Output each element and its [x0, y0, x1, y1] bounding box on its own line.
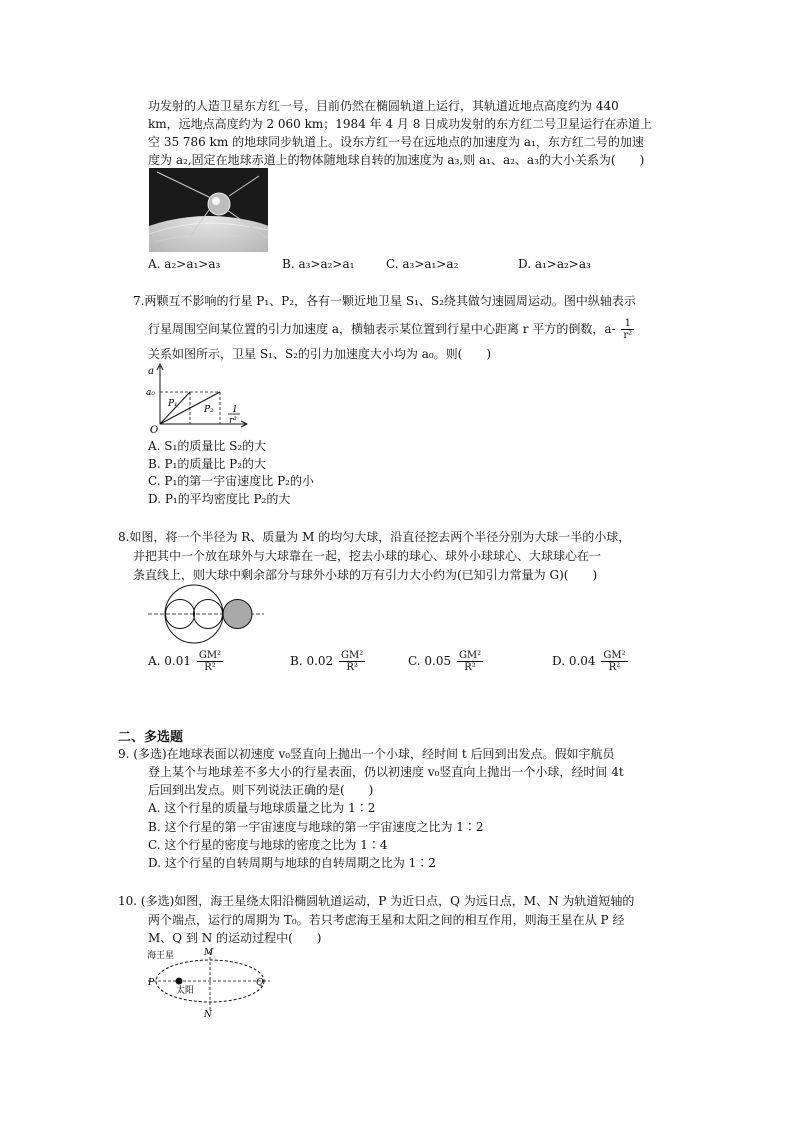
q7-fraction-num: 1: [621, 318, 634, 330]
q6-option-b[interactable]: B. a₃>a₂>a₁: [282, 257, 355, 271]
q8-option-a-den: R²: [204, 662, 216, 673]
q6-option-a[interactable]: A. a₂>a₁>a₃: [148, 257, 221, 271]
q6-option-d[interactable]: D. a₁>a₂>a₃: [518, 257, 591, 271]
satellite-photo: [149, 168, 268, 252]
q7-line-2: [148, 318, 636, 341]
orbit-n-label: N: [204, 1010, 212, 1018]
orbit-m-label: M: [204, 948, 214, 958]
q7-graph: [146, 362, 252, 434]
q6-option-c[interactable]: C. a₃>a₁>a₂: [386, 257, 459, 271]
section-heading-multi-choice: 二、多选题: [118, 730, 184, 745]
q7-line-2-text: 行星周围空间某位置的引力加速度 a，横轴表示某位置到行星中心距离 r 平方的倒数，a-: [148, 322, 616, 336]
q8-line-3: 条直线上，则大球中剩余部分与球外小球的万有引力大小约为(已知引力常量为 G)( ): [133, 568, 598, 582]
q8-line-2: 并把其中一个放在球外与大球靠在一起，挖去小球的球心、球外小球球心、大球球心在一: [133, 549, 602, 563]
q10-line-3: M、Q 到 N 的运动过程中( ): [148, 931, 322, 945]
q8-option-b-den: R²: [346, 662, 358, 673]
q9-line-2: 登上某个与地球差不多大小的行星表面，仍以初速度 v₀竖直向上抛出一个小球，经时间 4t: [148, 765, 624, 779]
q8-option-c-den: R²: [464, 662, 476, 673]
orbit-sun-label: 太阳: [176, 986, 195, 996]
q9-option-d[interactable]: D. 这个行星的自转周期与地球的自转周期之比为 1∶2: [148, 856, 436, 870]
q8-option-b-num: GM²: [341, 650, 364, 661]
q8-option-d-den: R²: [608, 662, 621, 673]
q7-line-1: 7.两颗互不影响的行星 P₁、P₂，各有一颗近地卫星 S₁、S₂绕其做匀速圆周运动。图中纵轴表示: [133, 294, 636, 308]
q8-option-d-prefix: D. 0.04: [552, 654, 596, 668]
q8-option-a-prefix: A. 0.01: [148, 654, 192, 668]
graph-p1-label: P₁: [168, 399, 178, 409]
q9-option-b[interactable]: B. 这个行星的第一宇宙速度与地球的第一宇宙速度之比为 1∶2: [148, 820, 484, 834]
q6-line-2: km，远地点高度约为 2 060 km；1984 年 4 月 8 日成功发射的东方红二号卫星运行在赤道上: [148, 117, 653, 131]
q7-line-3: 关系如图所示，卫星 S₁、S₂的引力加速度大小均为 a₀。则( ): [148, 347, 492, 361]
q8-option-c-num: GM²: [458, 650, 482, 661]
q8-spheres-diagram: [146, 584, 266, 644]
graph-p2-label: P₂: [204, 405, 214, 415]
q8-option-c-prefix: C. 0.05: [408, 654, 452, 668]
graph-y-label: a: [148, 366, 154, 377]
q8-option-a-frac: [197, 650, 223, 673]
q6-line-4: 度为 a₂,固定在地球赤道上的物体随地球自转的加速度为 a₃,则 a₁、a₂、a₃的大小关系为( ): [148, 153, 645, 167]
q10-orbit-diagram: [146, 946, 272, 1018]
q8-option-c[interactable]: [408, 650, 485, 673]
q10-line-2: 两个端点，运行的周期为 T₀。若只考虑海王星和太阳之间的相互作用，则海王星在从 P 经: [148, 913, 625, 927]
q8-option-d-frac: [601, 650, 627, 673]
q7-option-a[interactable]: A. S₁的质量比 S₂的大: [148, 439, 267, 453]
graph-x-label-den: r²: [229, 416, 237, 426]
q8-option-a-num: GM²: [198, 650, 222, 661]
q8-option-a[interactable]: [148, 650, 225, 673]
q8-option-d-num: GM²: [603, 650, 626, 661]
graph-x-label-num: 1: [232, 405, 238, 415]
q10-line-1: 10. (多选)如图，海王星绕太阳沿椭圆轨道运动，P 为近日点，Q 为远日点，M、N 为轨道短轴的: [118, 894, 635, 908]
q8-option-b[interactable]: [290, 650, 367, 673]
q7-option-c[interactable]: C. P₁的第一宇宙速度比 P₂的小: [148, 474, 314, 488]
q8-option-c-frac: [457, 650, 483, 673]
q8-option-b-frac: [339, 650, 365, 673]
q8-line-1: 8.如图，将一个半径为 R、质量为 M 的均匀大球，沿直径挖去两个半径分别为大球一半的小球，: [118, 530, 631, 544]
orbit-planet-label: 海王星: [147, 951, 175, 961]
graph-y-tick: a₀: [146, 388, 155, 398]
q9-option-c[interactable]: C. 这个行星的密度与地球的密度之比为 1∶4: [148, 838, 388, 852]
q9-line-1: 9. (多选)在地球表面以初速度 v₀竖直向上抛出一个小球，经时间 t 后回到出发点。假如宇航员: [118, 747, 615, 761]
q9-line-3: 后回到出发点。则下列说法正确的是( ): [148, 783, 374, 797]
q7-option-b[interactable]: B. P₁的质量比 P₂的大: [148, 457, 267, 471]
graph-origin: O: [150, 425, 159, 434]
q6-line-1: 功发射的人造卫星东方红一号，目前仍然在椭圆轨道上运行，其轨道近地点高度约为 440: [148, 99, 619, 113]
q6-line-3: 空 35 786 km 的地球同步轨道上。设东方红一号在远地点的加速度为 a₁，东方红二号的加速: [148, 135, 644, 149]
q7-fraction-den: r²: [623, 330, 633, 341]
q8-option-b-prefix: B. 0.02: [290, 654, 334, 668]
q7-fraction: [621, 318, 634, 341]
q8-option-d[interactable]: [552, 650, 630, 673]
q7-option-d[interactable]: D. P₁的平均密度比 P₂的大: [148, 492, 291, 506]
orbit-p-label: P: [148, 978, 155, 988]
orbit-q-label: Q: [256, 978, 264, 988]
q9-option-a[interactable]: A. 这个行星的质量与地球质量之比为 1∶2: [148, 801, 376, 815]
